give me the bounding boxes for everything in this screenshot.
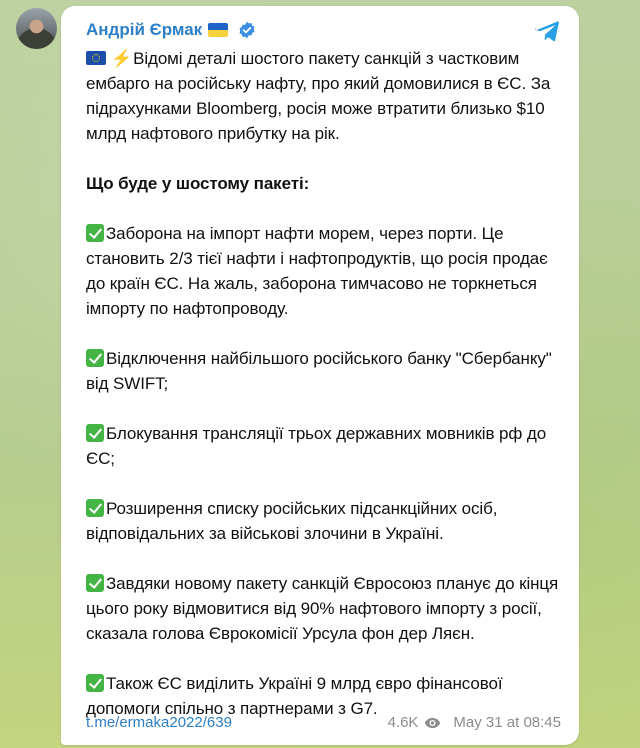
list-item-text: Розширення списку російських підсанкційних осіб, відповідальних за військові злочини в Україні. — [86, 499, 498, 543]
message-header — [86, 20, 256, 40]
message-body — [86, 46, 566, 721]
eu-flag-icon — [86, 51, 106, 65]
ukraine-flag-icon — [208, 23, 228, 37]
list-item — [86, 346, 566, 396]
eye-icon — [424, 717, 441, 729]
check-mark-icon — [86, 349, 104, 367]
list-item — [86, 496, 566, 546]
channel-name[interactable]: Андрій Єрмак — [86, 20, 203, 39]
telegram-logo-icon[interactable] — [535, 20, 559, 42]
check-mark-icon — [86, 674, 104, 692]
message-card — [61, 6, 579, 745]
section-heading: Що буде у шостому пакеті: — [86, 174, 310, 193]
list-item — [86, 571, 566, 646]
channel-avatar[interactable] — [16, 8, 57, 49]
lightning-icon: ⚡ — [111, 49, 133, 68]
list-item-text: Відключення найбільшого російського банку "Сбербанку" від SWIFT; — [86, 349, 552, 393]
list-item-text: Завдяки новому пакету санкцій Євросоюз планує до кінця цього року відмовитися від 90% нафтового імпорту з росії, сказала голова Єврокомісії Урсула фон дер Ляєн. — [86, 574, 559, 643]
list-item-text: Блокування трансляції трьох державних мовників рф до ЄС; — [86, 424, 547, 468]
post-link[interactable]: t.me/ermaka2022/639 — [86, 714, 232, 731]
timestamp: May 31 at 08:45 — [453, 714, 561, 731]
list-item-text: Також ЄС виділить Україні 9 млрд євро фінансової допомоги спільно з партнерами з G7. — [86, 674, 503, 718]
intro-text: Відомі деталі шостого пакету санкцій з частковим ембарго на російську нафту, про який домовилися в ЄС. За підрахунками Bloomberg, росія може втратити близько $10 млрд нафтового прибутку на рік. — [86, 49, 551, 143]
view-count: 4.6K — [387, 714, 419, 731]
list-item — [86, 421, 566, 471]
message-footer — [86, 714, 561, 731]
list-item — [86, 221, 566, 321]
check-mark-icon — [86, 574, 104, 592]
intro-paragraph — [86, 46, 566, 146]
check-mark-icon — [86, 499, 104, 517]
list-item-text: Заборона на імпорт нафти морем, через порти. Це становить 2/3 тієї нафти і нафтопродуктів, що росія продає до країн ЄС. На жаль, заборона тимчасово не торкнеться імпорту по нафтопроводу. — [86, 224, 548, 318]
check-mark-icon — [86, 224, 104, 242]
check-mark-icon — [86, 424, 104, 442]
verified-badge-icon — [238, 21, 256, 39]
